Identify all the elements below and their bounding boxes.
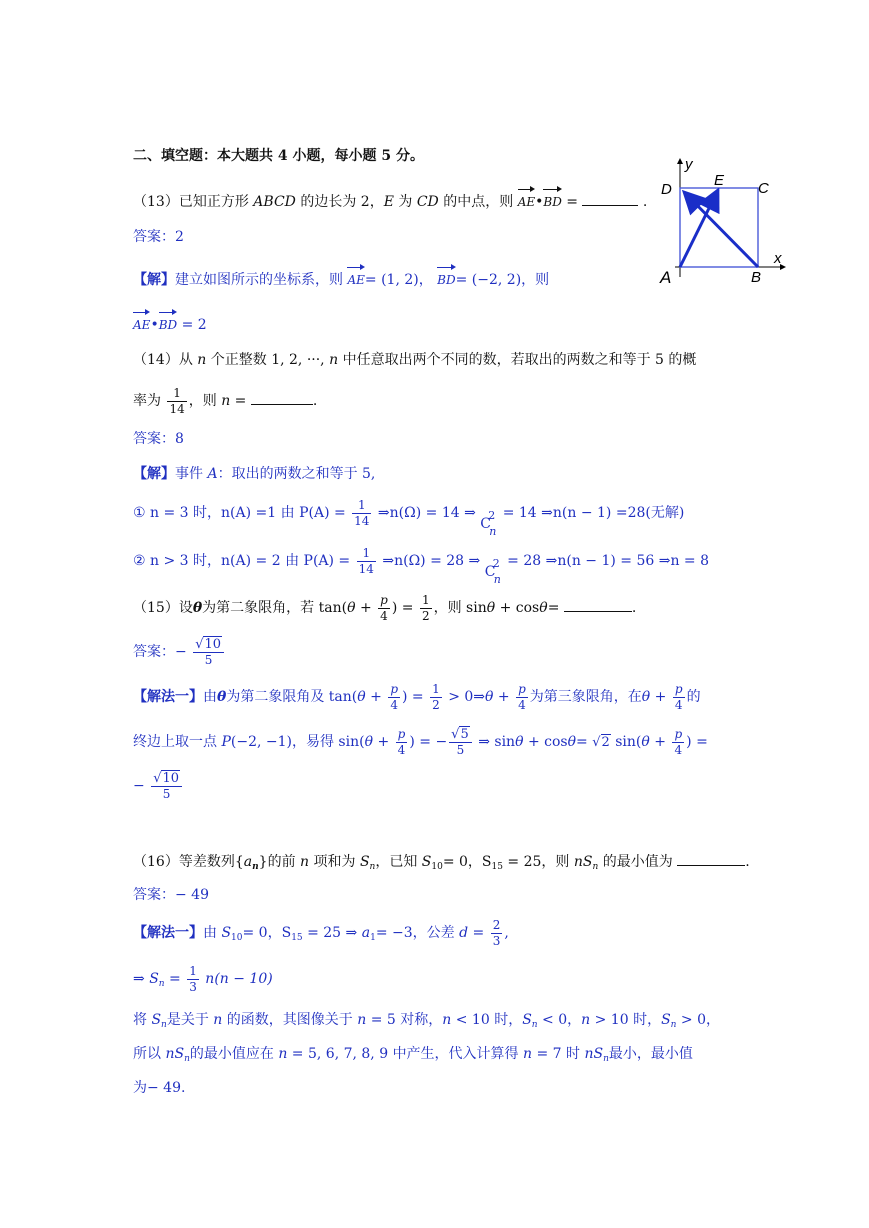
coordinate-figure [655, 155, 795, 290]
label-e: E [714, 172, 725, 189]
q13-solution-line2: AE•BD = 2 [133, 317, 207, 333]
q16-solution-line1: 【解法一】由 $S_{10}= 0$，$S_{15} = 25$ ⇒ $a_1= -3$，公差 d = $\frac{2}{3}$ , [133, 917, 509, 948]
q15-solution-line1: 【解法一】由θ为第二象限角及 tan(θ + $\frac{p}{4}$ ) = $\frac{1}{2}$ > 0⇒θ + $\frac{p}{4}$ 为第三象限角，在θ + $\frac{p}{4}$ 的 [133, 681, 701, 712]
q14-answer: 答案：8 [133, 431, 184, 447]
q14-case2: ② n > 3 时，n(A) = 2 由 P(A) = $\frac{1}{14}$ ⇒n(Ω) = 28 ⇒ C 2 n = 28 ⇒n(n − 1) = 56 ⇒n = 8 [133, 545, 710, 586]
q15-answer: 答案：− $\frac{√10}{5}$ [133, 634, 226, 670]
q13-stem: （13）已知正方形 ABCD 的边长为 2，E 为 CD 的中点，则 AE•BD = . [133, 191, 647, 212]
vector-ae-arrow [680, 190, 718, 267]
q13-solution-line1: 【解】建立如图所示的坐标系，则 AE= (1, 2)， BD= (−2, 2)，则 [133, 272, 550, 288]
answer-blank-16 [677, 851, 745, 866]
label-y: y [685, 156, 693, 173]
q14-stem-line2: 率为 $\frac{1}{14}$ ，则 n = . [133, 385, 318, 416]
vector-bd: BD [543, 192, 561, 212]
label-x: x [774, 250, 782, 267]
q15-stem: （15）设θ为第二象限角，若 tan(θ + $\frac{p}{4}$ ) = $\frac{1}{2}$ ，则 sinθ + cosθ= . [133, 592, 637, 623]
q16-solution-line5: 为− 49. [133, 1080, 186, 1096]
q13-answer: 答案：2 [133, 229, 184, 245]
q14-case1: ① n = 3 时，n(A) =1 由 P(A) = $\frac{1}{14}$ ⇒n(Ω) = 14 ⇒ C 2 n = 14 ⇒n(n − 1) =28(无解) [133, 497, 685, 538]
label-b: B [751, 269, 762, 286]
answer-blank-13 [582, 191, 638, 206]
vector-bd-arrow [684, 192, 758, 267]
q16-answer: 答案：− 49 [133, 887, 209, 903]
answer-blank-14 [251, 390, 313, 405]
label-d: D [661, 181, 672, 198]
label-c: C [758, 180, 769, 197]
q14-solution-intro: 【解】事件 A：取出的两数之和等于 5, [133, 466, 376, 482]
q15-solution-line3: − $\frac{√10}{5}$ [133, 768, 184, 804]
fraction-1-14: $\frac{1}{14}$ [169, 385, 185, 416]
q16-stem: （16）等差数列$\{a_n\}$的前 n 项和为 $S_n$，已知 $S_{10}= 0$，$S_{15} = 25$，则 $nS_n$ 的最小值为 . [133, 851, 750, 877]
q16-solution-line2: ⇒ $S_n$ = $\frac{1}{3}$ n(n − 10) [133, 963, 273, 994]
q16-solution-line3: 将 $S_n$是关于 n 的函数，其图像关于 n = 5 对称，n < 10 时，$S_n < 0$，n > 10 时，$S_n > 0$， [133, 1012, 721, 1030]
label-a: A [660, 268, 672, 287]
q15-solution-line2: 终边上取一点 P(−2, −1)，易得 sin(θ + $\frac{p}{4}$ ) = − $\frac{√5}{5}$ ⇒ sinθ + cosθ= √2 sin(θ + $\frac{p}{4}$ ) = [133, 726, 708, 757]
q16-solution-line4: 所以 $nS_n$的最小值应在 n = 5, 6, 7, 8, 9 中产生，代入计算得 n = 7 时 $nS_n$最小，最小值 [133, 1046, 693, 1064]
answer-blank-15 [564, 597, 632, 612]
q14-stem-line1: （14）从 n 个正整数 1, 2, ···, n 中任意取出两个不同的数，若取出的两数之和等于 5 的概 [133, 352, 697, 368]
vector-ae: AE [518, 192, 535, 212]
section-heading: 二、填空题：本大题共 4 小题，每小题 5 分。 [133, 148, 424, 164]
